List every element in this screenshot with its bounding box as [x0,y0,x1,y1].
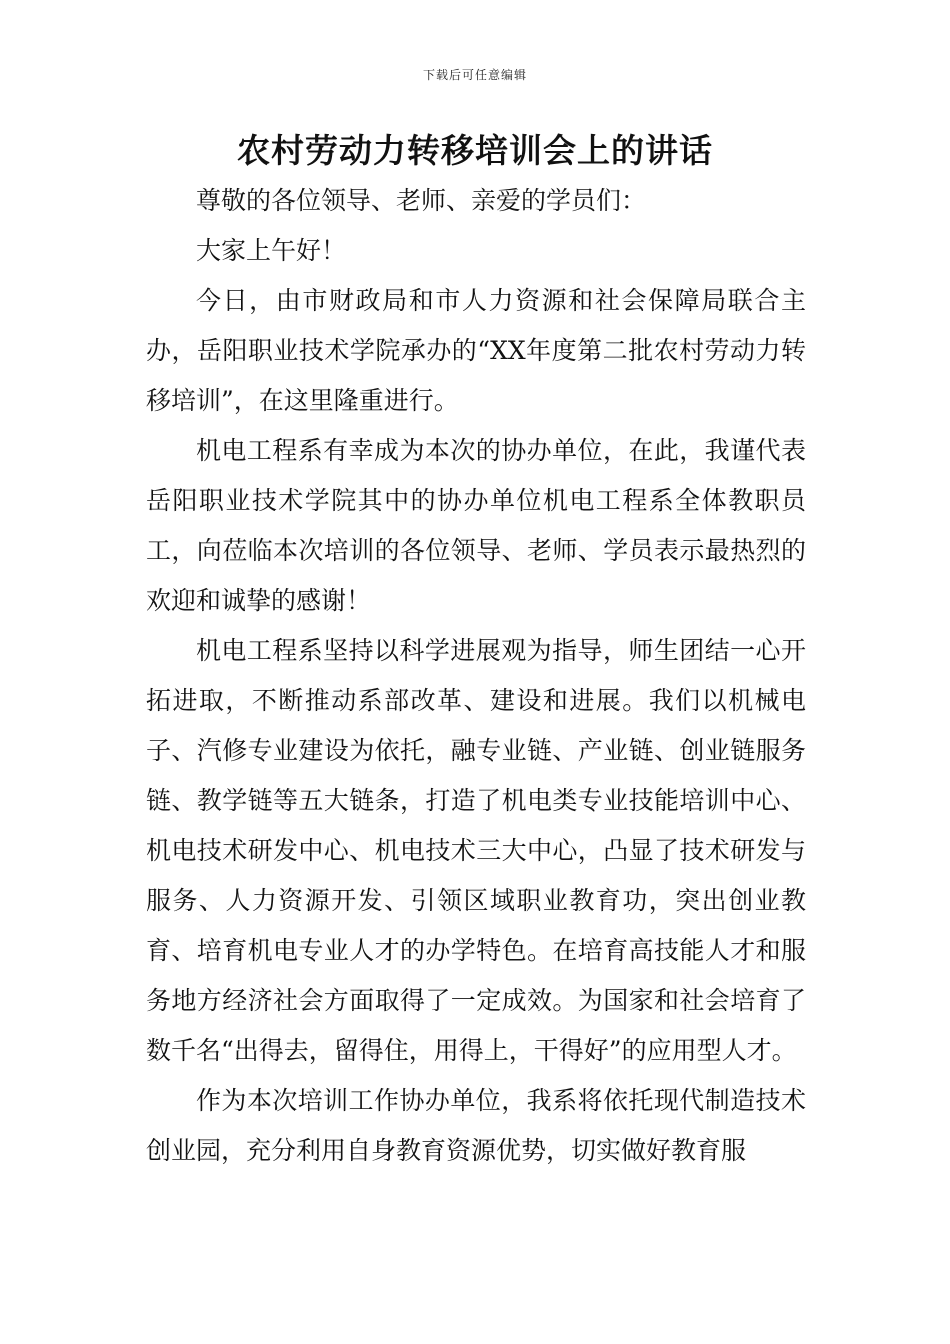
document-title: 农村劳动力转移培训会上的讲话 [237,131,713,170]
body-paragraph: 机电工程系坚持以科学进展观为指导，师生团结一心开拓进取，不断推动系部改革、建设和进展。我们以机械电子、汽修专业建设为依托，融专业链、产业链、创业链服务链、教学链等五大链条，打造了机电类专业技能培训中心、机电技术研发中心、机电技术三大中心，凸显了技术研发与服务、人力资源开发、引领区域职业教育功，突出创业教育、培育机电专业人才的办学特色。在培育高技能人才和服务地方经济社会方面取得了一定成效。为国家和社会培育了数千名“出得去，留得住，用得上，干得好”的应用型人才。 [146,636,806,1065]
body-paragraph: 机电工程系有幸成为本次的协办单位，在此，我谨代表岳阳职业技术学院其中的协办单位机电工程系全体教职员工，向莅临本次培训的各位领导、老师、学员表示最热烈的欢迎和诚挚的感谢！ [146,436,806,615]
body-paragraph: 今日，由市财政局和市人力资源和社会保障局联合主办，岳阳职业技术学院承办的“XX年度第二批农村劳动力转移培训”，在这里隆重进行。 [146,286,806,415]
document-body [146,176,806,1176]
header-note: 下载后可任意编辑 [422,68,527,82]
salutation-paragraph: 尊敬的各位领导、老师、亲爱的学员们： [196,186,647,215]
greeting-paragraph: 大家上午好！ [196,236,347,265]
body-paragraph: 作为本次培训工作协办单位，我系将依托现代制造技术创业园，充分利用自身教育资源优势，切实做好教育服 [146,1086,806,1165]
